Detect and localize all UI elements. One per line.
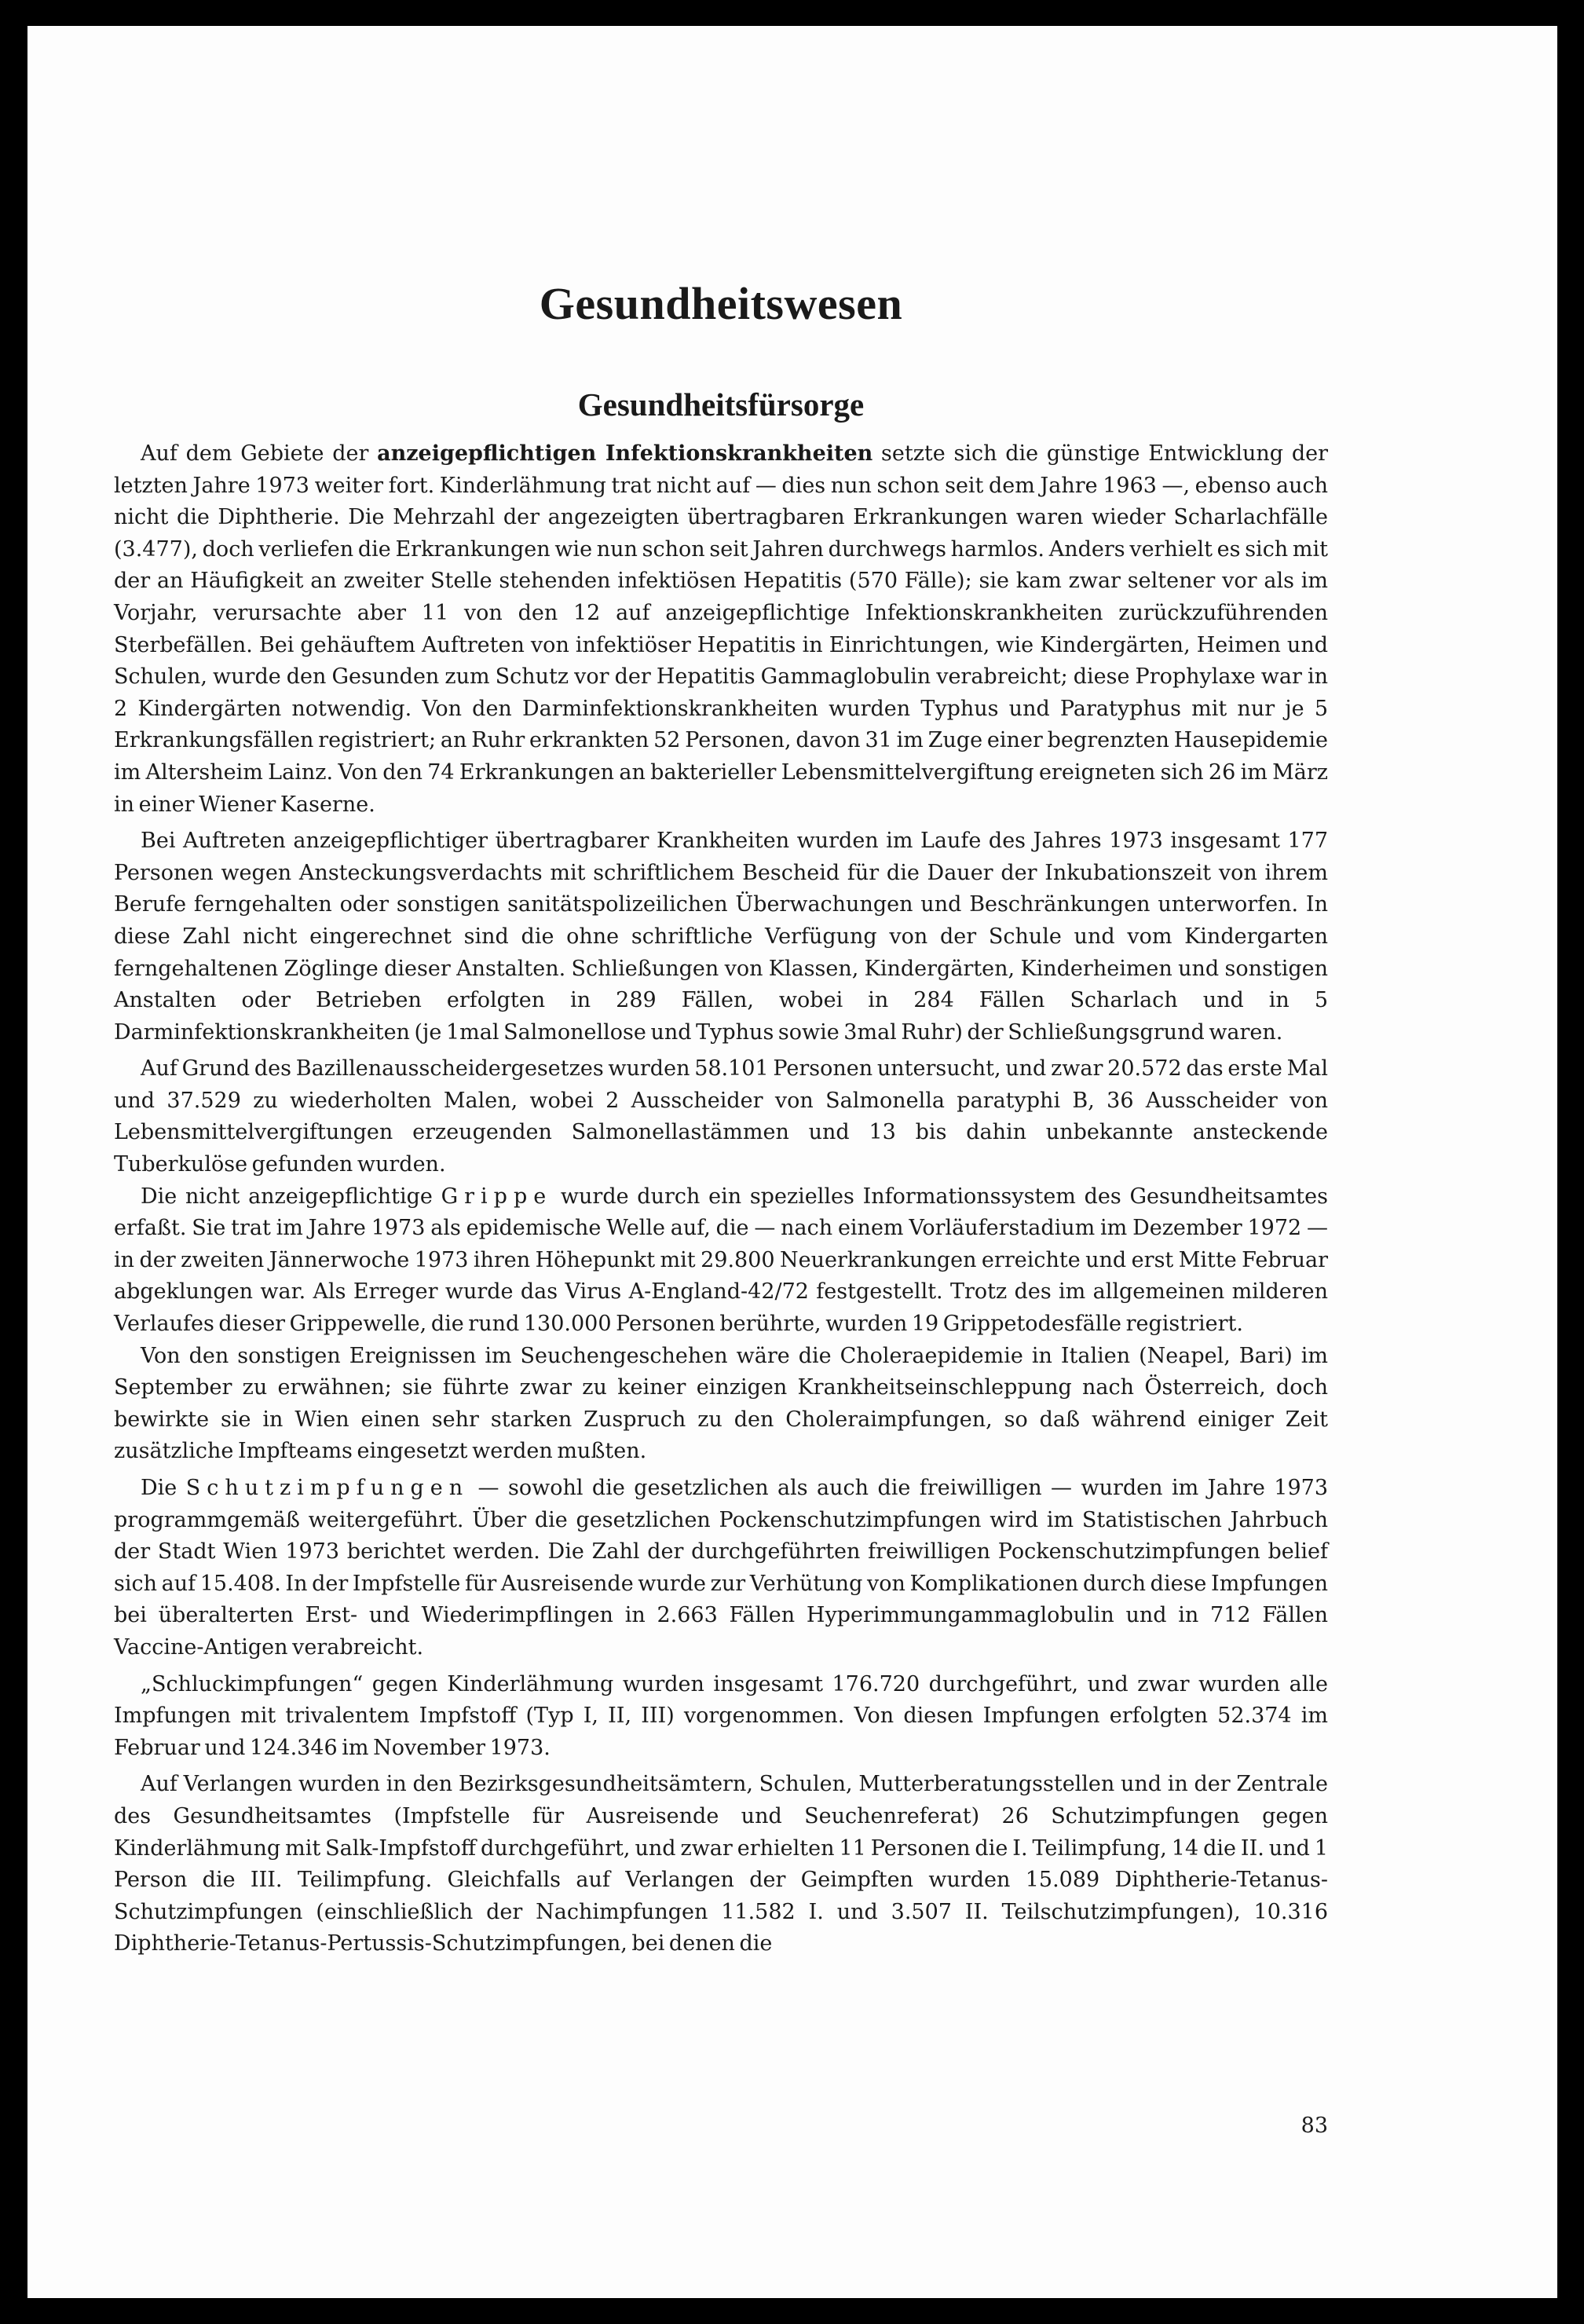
paragraph-text: setzte sich die günstige Entwicklung der letzten Jahre 1973 weiter fort. Kinderlähmung trat nicht auf — dies nun schon seit dem Jahre 1963 —, ebenso auch nicht die Diphtherie. Die Mehrzahl der angezeigten übertragbaren Erkrankungen waren wieder Scharlachfälle (3.477), doch verliefen die Erkrankungen wie nun schon seit Jahren durchwegs harmlos. Anders verhielt es sich mit der an Häufigkeit an zweiter Stelle stehenden infektiösen Hepatitis (570 Fälle); sie kam zwar seltener vor als im Vorjahr, verursachte aber 11 von den 12 auf anzeigepflichtige Infektionskrankheiten zurückzuführenden Sterbefällen. Bei gehäuftem Auftreten von infektiöser Hepatitis in Einrichtungen, wie Kindergärten, Heimen und Schulen, wurde den Gesunden zum Schutz vor der Hepatitis Gammaglobulin verabreicht; diese Prophylaxe war in 2 Kindergärten notwendig. Von den Darminfektionskrankheiten wurden Typhus und Paratyphus mit nur je 5 Erkrankungsfällen registriert; an Ruhr erkrankten 52 Personen, davon 31 im Zuge einer begrenzten Hausepidemie im Altersheim Lainz. Von den 74 Erkrankungen an bakterieller Lebensmittelvergiftung ereigneten sich 26 im März in einer Wiener Kaserne. [114, 441, 1328, 817]
body-text [114, 438, 1328, 1960]
paragraph-vaccinations [114, 1473, 1328, 1664]
paragraph-text: Die [141, 1476, 186, 1500]
paragraph-quarantine: Bei Auftreten anzeigepflichtiger übertragbarer Krankheiten wurden im Laufe des Jahres 1973 insgesamt 177 Personen wegen Ansteckungsverdachts mit schriftlichem Bescheid für die Dauer der Inkubationszeit von ihrem Berufe ferngehalten oder sonstigen sanitätspolizeilichen Überwachungen und Beschränkungen unterworfen. In diese Zahl nicht eingerechnet sind die ohne schriftliche Verfügung von der Schule und vom Kindergarten ferngehaltenen Zöglinge dieser Anstalten. Schließungen von Klassen, Kindergärten, Kinderheimen und sonstigen Anstalten oder Betrieben erfolgten in 289 Fällen, wobei in 284 Fällen Scharlach und in 5 Darminfektionskrankheiten (je 1mal Salmonellose und Typhus sowie 3mal Ruhr) der Schließungsgrund waren. [114, 829, 1328, 1045]
paragraph-text: — sowohl die gesetzlichen als auch die freiwilligen — wurden im Jahre 1973 programmgemäß weitergeführt. Über die gesetzlichen Pockenschutzimpfungen wird im Statistischen Jahrbuch der Stadt Wien 1973 berichtet werden. Die Zahl der durchgeführten freiwilligen Pockenschutzimpfungen belief sich auf 15.408. In der Impfstelle für Ausreisende wurde zur Verhütung von Komplikationen durch diese Impfungen bei überalterten Erst- und Wiederimpflingen in 2.663 Fällen Hyperimmungammaglobulin und in 712 Fällen Vaccine-Antigen verabreicht. [114, 1476, 1329, 1660]
document-page [27, 26, 1557, 2298]
page-number: 83 [1300, 2114, 1328, 2138]
spaced-term: Grippe [441, 1184, 553, 1209]
spaced-term: Schutzimpfungen [185, 1476, 470, 1500]
section-title: Gesundheitsfürsorge [577, 386, 865, 423]
paragraph-on-request-vaccination: Auf Verlangen wurden in den Bezirksgesundheitsämtern, Schulen, Mutterberatungsstellen und in der Zentrale des Gesundheitsamtes (Impfstelle für Ausreisende und Seuchenreferat) 26 Schutzimpfungen gegen Kinderlähmung mit Salk-Impfstoff durchgeführt, und zwar erhielten 11 Personen die I. Teilimpfung, 14 die II. und 1 Person die III. Teilimpfung. Gleichfalls auf Verlangen der Geimpften wurden 15.089 Diphtherie-Tetanus-Schutzimpfungen (einschließlich der Nachimpfungen 11.582 I. und 3.507 II. Teilschutzimpfungen), 10.316 Diphtherie-Tetanus-Pertussis-Schutzimpfungen, bei denen die [114, 1772, 1328, 1956]
bold-term: anzeigepflichtigen Infektionskrankheiten [377, 441, 873, 466]
page-title: Gesundheitswesen [539, 278, 903, 329]
paragraph-infectious-diseases [114, 438, 1328, 821]
paragraph-text: Auf dem Gebiete der [141, 441, 378, 466]
paragraph-oral-vaccination: „Schluckimpfungen“ gegen Kinderlähmung wurden insgesamt 176.720 durchgeführt, und zwar wurden alle Impfungen mit trivalentem Impfstoff (Typ I, II, III) vorgenommen. Von diesen Impfungen erfolgten 52.374 im Februar und 124.346 im November 1973. [114, 1671, 1328, 1760]
paragraph-influenza [114, 1181, 1328, 1341]
paragraph-cholera: Von den sonstigen Ereignissen im Seuchengeschehen wäre die Choleraepidemie in Italien (Neapel, Bari) im September zu erwähnen; sie führte zwar zu keiner einzigen Krankheitseinschleppung nach Österreich, doch bewirkte sie in Wien einen sehr starken Zuspruch zu den Choleraimpfungen, so daß während einiger Zeit zusätzliche Impfteams eingesetzt werden mußten. [114, 1343, 1328, 1464]
page-content [114, 278, 1329, 1960]
paragraph-bacillus-carriers: Auf Grund des Bazillenausscheidergesetzes wurden 58.101 Personen untersucht, und zwar 20.572 das erste Mal und 37.529 zu wiederholten Malen, wobei 2 Ausscheider von Salmonella paratyphi B, 36 Ausscheider von Lebensmittelvergiftungen erzeugenden Salmonellastämmen und 13 bis dahin unbekannte ansteckende Tuberkulöse gefunden wurden. [114, 1056, 1328, 1177]
paragraph-text: Die nicht anzeigepflichtige [141, 1184, 441, 1209]
paragraph-text: wurde durch ein spezielles Informationssystem des Gesundheitsamtes erfaßt. Sie trat im Jahre 1973 als epidemische Welle auf, die — nach einem Vorläuferstadium im Dezember 1972 — in der zweiten Jännerwoche 1973 ihren Höhepunkt mit 29.800 Neuerkrankungen erreichte und erst Mitte Februar abgeklungen war. Als Erreger wurde das Virus A-England-42/72 festgestellt. Trotz des im allgemeinen milderen Verlaufes dieser Grippewelle, die rund 130.000 Personen berührte, wurden 19 Grippetodesfälle registriert. [114, 1184, 1328, 1337]
